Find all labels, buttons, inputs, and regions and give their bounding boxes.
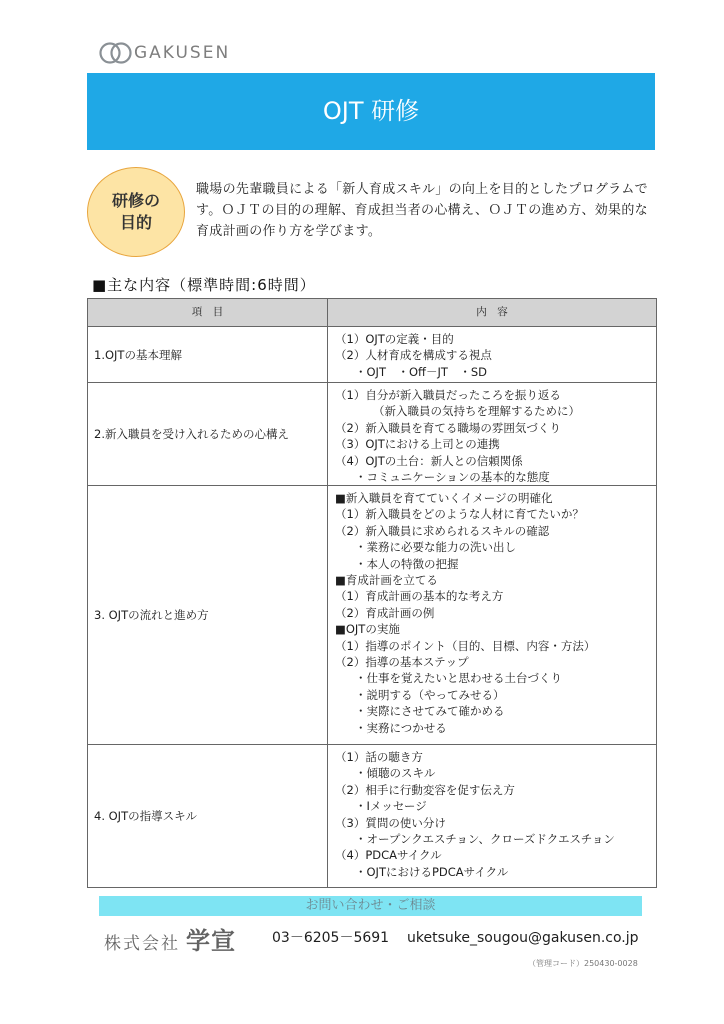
purpose-badge (87, 167, 185, 257)
purpose-description (196, 179, 658, 242)
email-address: uketsuke_sougou@gakusen.co.jp (407, 930, 639, 946)
gakusen-logo-icon (99, 39, 133, 67)
content-line: （1）自分が新入職員だったころを振り返る (335, 388, 561, 402)
content-cell (328, 383, 656, 485)
purpose-line: す。ＯＪＴの目的の理解、育成担当者の心構え、ＯＪＴの進め方、効果的な (196, 203, 648, 218)
phone-number: 03－6205－5691 (272, 930, 390, 946)
content-line: （2）人材育成を構成する視点 (335, 348, 492, 363)
content-line: （2）新入職員を育てる職場の雰囲気づくり (335, 420, 561, 435)
content-bullet: ・仕事を覚えたいと思わせる土台づくり (355, 671, 562, 686)
contact-label: お問い合わせ・ご相談 (305, 898, 436, 913)
item-cell (88, 383, 328, 485)
content-line: （1）育成計画の基本的な考え方 (335, 589, 504, 604)
content-line: （2）新入職員に求められるスキルの確認 (335, 523, 550, 538)
content-section-heading: ■OJTの実施 (335, 622, 400, 637)
title-banner (87, 73, 655, 150)
header-content: 内 容 (476, 306, 508, 318)
header-item: 項 目 (88, 299, 328, 326)
contact-bar (99, 896, 642, 916)
item-cell (88, 486, 328, 744)
content-line: （2）相手に行動変容を促す伝え方 (335, 782, 515, 797)
content-bullet: ・オープンクエスチョン、クローズドクエスチョン (355, 832, 615, 847)
content-line: （2）指導の基本ステップ (335, 655, 469, 670)
item-cell (88, 745, 328, 887)
content-line: （4）PDCAサイクル (335, 848, 442, 863)
item-label: 3. OJTの流れと進め方 (94, 608, 209, 622)
content-cell (328, 745, 656, 887)
logo-text: GAKUSEN (134, 43, 231, 63)
company-logo (104, 921, 236, 956)
content-bullet: ・業務に必要な能力の洗い出し (355, 540, 516, 555)
purpose-line: 職場の先輩職員による「新人育成スキル」の向上を目的としたプログラムで (196, 182, 648, 197)
page-title: OJT 研修 (322, 97, 420, 125)
badge-line: 目的 (119, 213, 152, 232)
table-row (88, 485, 656, 744)
content-bullet: ・コミュニケーションの基本的な態度 (355, 470, 550, 485)
content-cell (328, 486, 656, 744)
item-label: 4. OJTの指導スキル (94, 809, 197, 823)
content-bullet: ・OJT ・Off－JT ・SD (355, 364, 488, 379)
content-line: （3）質問の使い分け (335, 815, 446, 830)
management-code: （管理コード）250430-0028 (528, 959, 638, 968)
content-line: （3）OJTにおける上司との連携 (335, 437, 500, 452)
content-line: （1）OJTの定義・目的 (335, 332, 454, 346)
content-section-heading: ■育成計画を立てる (335, 573, 438, 588)
company-prefix: 株式会社 (104, 934, 180, 954)
content-line: （1）新入職員をどのような人材に育てたいか？ (335, 507, 584, 522)
item-label: 2.新入職員を受け入れるための心構え (94, 427, 289, 441)
content-line: （4）OJTの土台：新人との信頼関係 (335, 453, 523, 468)
content-note: （新入職員の気持ちを理解するために） (373, 404, 580, 419)
purpose-line: 育成計画の作り方を学びます。 (196, 224, 382, 239)
content-line: （1）話の聴き方 (335, 750, 423, 764)
content-line: （1）指導のポイント（目的、目標、内容・方法） (335, 638, 596, 653)
item-cell (88, 327, 328, 382)
table-row (88, 382, 656, 485)
table-row (88, 744, 656, 887)
content-line: （2）育成計画の例 (335, 605, 435, 620)
item-label: 1.OJTの基本理解 (94, 347, 182, 362)
content-section-heading: ■新入職員を育てていくイメージの明確化 (335, 491, 553, 505)
table-body (88, 326, 656, 887)
content-cell (328, 327, 656, 382)
content-bullet: ・Iメッセージ (355, 799, 427, 814)
content-bullet: ・本人の特徴の把握 (355, 556, 459, 571)
content-bullet: ・OJTにおけるPDCAサイクル (355, 864, 509, 879)
table-row (88, 326, 656, 382)
badge-line: 研修の (111, 191, 160, 210)
content-bullet: ・実務につかせる (355, 720, 447, 735)
table-header (88, 299, 656, 326)
section-heading: ■主な内容（標準時間:6時間） (92, 276, 316, 294)
content-bullet: ・実際にさせてみて確かめる (355, 704, 505, 719)
content-bullet: ・説明する（やってみせる） (355, 687, 505, 702)
curriculum-table (87, 298, 657, 888)
company-name: 学宣 (186, 927, 236, 955)
content-bullet: ・傾聴のスキル (355, 766, 436, 781)
